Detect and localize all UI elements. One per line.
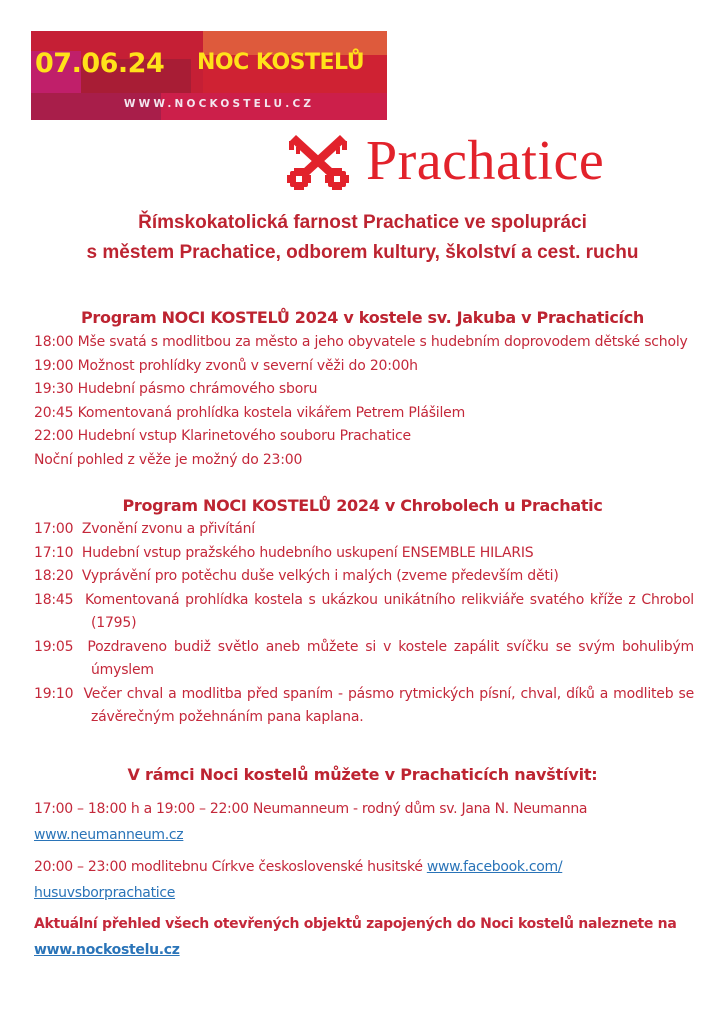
program-item	[34, 636, 694, 683]
visit-entry-text: 17:00 – 18:00 h a 19:00 – 22:00 Neumanneum - rodný dům sv. Jana N. Neumanna	[34, 801, 588, 817]
program-item	[34, 378, 694, 402]
item-text: Komentovaná prohlídka kostela vikářem Petrem Plášilem	[77, 404, 466, 421]
item-text: Možnost prohlídky zvonů v severní věži do 20:00h	[77, 357, 418, 374]
noc-kostelu-banner	[31, 31, 387, 120]
visit-heading: V rámci Noci kostelů můžete v Prachaticích navštívit:	[127, 765, 598, 784]
program-item	[34, 402, 694, 426]
item-time: 19:05	[34, 638, 74, 655]
item-time: 19:10	[34, 685, 74, 702]
program-1-heading: Program NOCI KOSTELŮ 2024 v kostele sv. Jakuba v Prachaticích	[81, 308, 644, 327]
item-time: 18:20	[34, 568, 74, 584]
program-note: Noční pohled z věže je možný do 23:00	[34, 451, 303, 468]
final-note	[34, 911, 684, 963]
banner-title: NOC KOSTELŮ	[197, 50, 365, 75]
visit-entry-husite	[34, 854, 654, 906]
program-item	[34, 565, 694, 589]
prachatice-logo	[286, 128, 604, 194]
program-item	[34, 331, 694, 355]
intro-line-2: s městem Prachatice, odborem kultury, školství a cest. ruchu	[86, 242, 639, 263]
item-text: Vyprávění pro potěchu duše velkých i malých (zveme především děti)	[81, 568, 559, 584]
program-item	[34, 683, 694, 730]
nockostelu-link[interactable]: www.nockostelu.cz	[34, 942, 180, 958]
item-text: Hudební vstup pražského hudebního uskupení ENSEMBLE HILARIS	[81, 544, 534, 561]
visit-entry-neumanneum	[34, 796, 594, 848]
item-time: 17:10	[34, 544, 74, 561]
item-text: Komentovaná prohlídka kostela s ukázkou unikátního relikviáře svatého kříže z Chrobol (1795)	[85, 591, 694, 631]
facebook-link[interactable]: www.facebook.com/ husuvsborprachatice	[34, 859, 563, 901]
item-time: 17:00	[34, 521, 74, 537]
item-time: 18:45	[34, 591, 74, 608]
program-1-list	[34, 331, 694, 472]
item-text: Pozdraveno budiž světlo aneb můžete si v kostele zapálit svíčku se svým bohulibým úmyslem	[87, 638, 694, 678]
item-time: 22:00	[34, 428, 74, 444]
program-item	[34, 425, 694, 449]
intro-line-1: Římskokatolická farnost Prachatice ve spolupráci	[138, 212, 587, 233]
banner-url: WWW.NOCKOSTELU.CZ	[123, 98, 315, 110]
banner-date: 07.06.24	[35, 48, 165, 79]
neumanneum-link[interactable]: www.neumanneum.cz	[34, 827, 184, 843]
item-text: Večer chval a modlitba před spaním - pásmo rytmických písní, chval, díků a modliteb se závěrečným požehnáním pana kaplana.	[83, 685, 694, 725]
program-2-list	[34, 518, 694, 730]
item-time: 19:00	[34, 357, 74, 374]
program-2-heading: Program NOCI KOSTELŮ 2024 v Chrobolech u Prachatic	[122, 496, 603, 515]
item-time: 18:00	[34, 334, 74, 350]
program-item	[34, 355, 694, 379]
item-time: 20:45	[34, 404, 74, 421]
crossed-keys-icon	[286, 131, 350, 191]
visit-entry-text: 20:00 – 23:00 modlitebnu Církve československé husitské	[34, 859, 427, 875]
item-text: Zvonění zvonu a přivítání	[81, 521, 255, 537]
item-time: 19:30	[34, 381, 74, 397]
item-text: Mše svatá s modlitbou za město a jeho obyvatele s hudebním doprovodem dětské scholy	[77, 334, 688, 350]
program-item	[34, 518, 694, 542]
final-note-text: Aktuální přehled všech otevřených objektů zapojených do Noci kostelů naleznete na	[34, 916, 677, 932]
item-text: Hudební pásmo chrámového sboru	[77, 381, 318, 397]
program-item	[34, 589, 694, 636]
city-name: Prachatice	[366, 130, 605, 192]
program-item	[34, 542, 694, 566]
item-text: Hudební vstup Klarinetového souboru Prachatice	[77, 428, 411, 444]
